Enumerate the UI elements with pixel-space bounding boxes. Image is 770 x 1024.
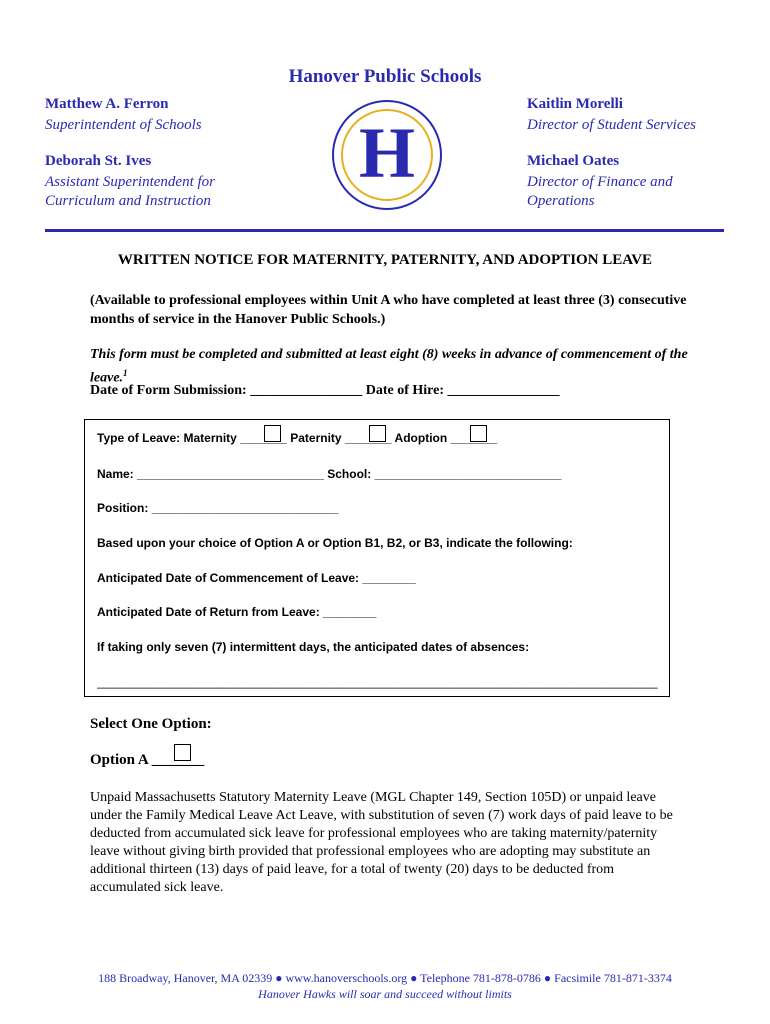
commencement-date-field[interactable]: Anticipated Date of Commencement of Leave: ________	[97, 571, 416, 585]
form-box	[84, 419, 670, 697]
option-a-label: Option A	[90, 752, 148, 768]
school-logo-letter: H	[358, 113, 415, 193]
footnote-marker: 1	[123, 368, 128, 378]
option-a-row	[90, 752, 204, 769]
select-option-label: Select One Option:	[90, 716, 212, 732]
availability-note: (Available to professional employees within Unit A who have completed at least three (3) consecutive months of service in the Hanover Public Schools.)	[90, 293, 687, 327]
intermittent-dates-field[interactable]: ____________________________________________________________________________________	[97, 675, 658, 689]
intermittent-label: If taking only seven (7) intermittent days, the anticipated dates of absences:	[97, 640, 530, 654]
adoption-checkbox[interactable]	[470, 425, 487, 442]
option-a-checkbox[interactable]	[174, 744, 191, 761]
admin-name-ives: Deborah St. Ives	[45, 153, 152, 169]
leave-maternity-label: Maternity	[183, 431, 237, 445]
footer-address: 188 Broadway, Hanover, MA 02339 ● www.hanoverschools.org ● Telephone 781-878-0786 ● Facsimile 781-871-3374	[98, 971, 672, 985]
submission-notice	[90, 345, 700, 388]
date-fields	[90, 383, 560, 399]
leave-paternity-label: Paternity	[290, 431, 342, 445]
admin-name-oates: Michael Oates	[527, 153, 620, 169]
leave-maternity-blank[interactable]: _______	[240, 431, 287, 445]
return-date-field[interactable]: Anticipated Date of Return from Leave: ________	[97, 605, 377, 619]
header-divider	[45, 229, 724, 232]
name-school-row	[97, 467, 561, 481]
admin-name-ferron: Matthew A. Ferron	[45, 96, 169, 112]
paternity-checkbox[interactable]	[369, 425, 386, 442]
form-title: WRITTEN NOTICE FOR MATERNITY, PATERNITY, AND ADOPTION LEAVE	[117, 252, 653, 268]
option-a-description: Unpaid Massachusetts Statutory Maternity Leave (MGL Chapter 149, Section 105D) or unpaid leave under the Family Medical Leave Act Leave, with substitution of seven (7) work days of paid leave to be deducted from accumulated sick leave for professional employees who are taking maternity/paternity leave without giving birth provided that professional employees who are adopting may substitute an additional thirteen (13) days of paid leave, for a total of twenty (20) days to be deducted from accumulated sick leave.	[90, 790, 673, 895]
option-a-blank[interactable]: _______	[152, 752, 205, 768]
school-field[interactable]: School: ____________________________	[327, 467, 562, 481]
name-field[interactable]: Name: ____________________________	[97, 467, 324, 481]
admin-name-morelli: Kaitlin Morelli	[527, 96, 623, 112]
date-hire-field[interactable]: Date of Hire: ________________	[365, 383, 560, 398]
option-instruction: Based upon your choice of Option A or Option B1, B2, or B3, indicate the following:	[97, 536, 573, 550]
submission-notice-text: This form must be completed and submitted at least eight (8) weeks in advance of commencement of the leave.	[90, 347, 688, 386]
school-name: Hanover Public Schools	[288, 66, 482, 87]
admin-title-morelli: Director of Student Services	[527, 117, 696, 133]
position-field[interactable]: Position: ____________________________	[97, 501, 339, 515]
admin-title-oates-line2: Operations	[527, 193, 595, 209]
date-submission-field[interactable]: Date of Form Submission: ________________	[90, 383, 363, 398]
admin-title-ferron: Superintendent of Schools	[45, 117, 202, 133]
leave-adoption-label: Adoption	[394, 431, 448, 445]
admin-title-ives-line2: Curriculum and Instruction	[45, 193, 211, 209]
admin-title-ives-line1: Assistant Superintendent for	[45, 174, 215, 190]
admin-title-oates-line1: Director of Finance and	[527, 174, 673, 190]
leave-adoption-blank[interactable]: _______	[451, 431, 498, 445]
leave-type-label: Type of Leave:	[97, 431, 181, 445]
footer-motto: Hanover Hawks will soar and succeed without limits	[258, 987, 512, 1001]
leave-paternity-blank[interactable]: _______	[345, 431, 392, 445]
leave-type-row	[97, 431, 497, 445]
maternity-checkbox[interactable]	[264, 425, 281, 442]
